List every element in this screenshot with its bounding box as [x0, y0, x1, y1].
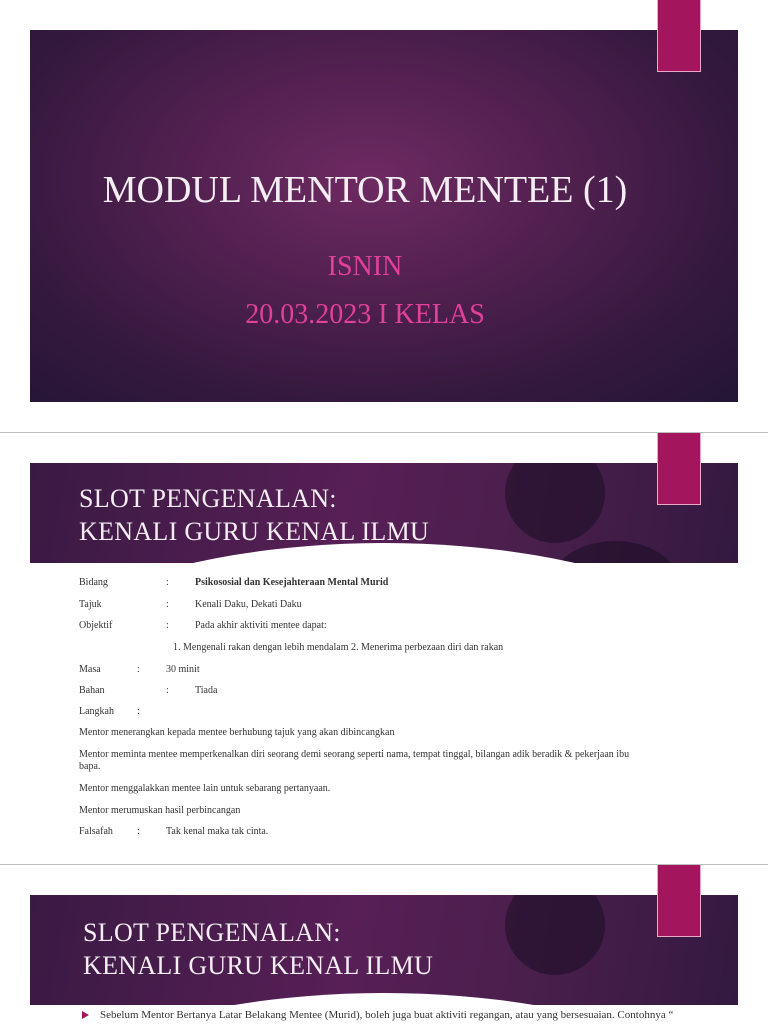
slide-title: MODUL MENTOR MENTEE (1): [102, 169, 628, 211]
bullet-text: Sebelum Mentor Bertanya Latar Belakang Mentee (Murid), boleh juga buat aktiviti regangan, atau yang bersesuaian. Contohnya “: [100, 1009, 674, 1021]
row-value: Tak kenal maka tak cinta.: [166, 826, 269, 837]
row-label: Bahan: [79, 685, 105, 696]
row-value: Tiada: [195, 685, 218, 696]
slide-title-line1: SLOT PENGENALAN:: [79, 484, 337, 513]
row-label: Falsafah: [79, 826, 113, 837]
slide-subtitle-day: ISNIN: [327, 251, 403, 282]
row-colon: :: [166, 620, 169, 631]
row-label: Bidang: [79, 577, 108, 588]
header-band: [30, 895, 738, 1005]
step-paragraph: Mentor menerangkan kepada mentee berhubung tajuk yang akan dibincangkan: [79, 727, 395, 738]
row-colon: :: [166, 599, 169, 610]
row-value: Pada akhir aktiviti mentee dapat:: [195, 620, 327, 631]
row-label: Tajuk: [79, 599, 102, 610]
slide-title-line2: KENALI GURU KENAL ILMU: [83, 951, 434, 980]
slide-2: [0, 433, 768, 864]
slide-title-line2: KENALI GURU KENAL ILMU: [79, 517, 430, 546]
step-paragraph: Mentor merumuskan hasil perbincangan: [79, 805, 241, 816]
slide-1: [0, 0, 768, 432]
row-colon: :: [137, 664, 140, 675]
row-colon: :: [166, 577, 169, 588]
step-paragraph: Mentor meminta mentee memperkenalkan diri seorang demi seorang seperti nama, tempat tinggal, bilangan adik beradik & pekerjaan ibu bapa.: [79, 749, 630, 772]
row-colon: :: [137, 706, 140, 717]
row-value: Kenali Daku, Dekati Daku: [195, 599, 302, 610]
row-colon: :: [166, 685, 169, 696]
decor-wave: [30, 993, 738, 1005]
row-label: Objektif: [79, 620, 113, 631]
slide-title-line1: SLOT PENGENALAN:: [83, 918, 341, 947]
accent-tab: [657, 433, 701, 505]
row-label: Langkah: [79, 706, 114, 717]
decor-circle: [550, 541, 680, 563]
row-label: Masa: [79, 664, 101, 675]
decor-circle: [505, 895, 605, 975]
decor-circle: [505, 463, 605, 543]
row-colon: :: [137, 826, 140, 837]
slide-3: [0, 865, 768, 1024]
row-value: Psikososial dan Kesejahteraan Mental Murid: [195, 577, 389, 588]
bullet-arrow-icon: [82, 1011, 89, 1019]
accent-tab: [657, 0, 701, 72]
accent-tab: [657, 865, 701, 937]
title-background: [30, 30, 738, 402]
slide-subtitle-date: 20.03.2023 I KELAS: [245, 299, 485, 330]
row-value: 1. Mengenali rakan dengan lebih mendalam 2. Menerima perbezaan diri dan rakan: [173, 642, 504, 653]
row-value: 30 minit: [166, 664, 200, 675]
step-paragraph: Mentor menggalakkan mentee lain untuk sebarang pertanyaan.: [79, 783, 331, 794]
